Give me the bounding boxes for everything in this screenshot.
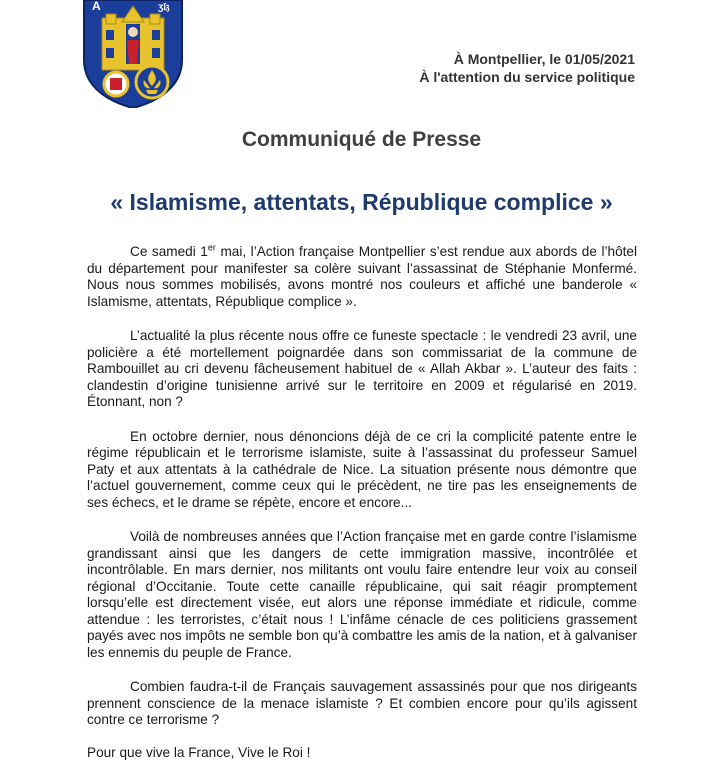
paragraph-1-start: Ce samedi 1 xyxy=(130,244,208,259)
paragraph-5: Combien faudra-t-il de Français sauvagement assassinés pour que nos dirigeants prennent conscience de la menace islamiste ? Et combien encore pour qu’ils agissent contre ce terrorisme ? xyxy=(87,679,637,727)
press-release-body xyxy=(87,244,637,779)
header-meta xyxy=(419,50,635,86)
paragraph-1-rest: mai, l’Action française Montpellier s’est rendue aux abords de l’hôtel du département pour manifester sa colère suivant l’assassinat de Stéphanie Monfermé. Nous nous sommes mobilisés, avons montré nos couleurs et affiché une banderole « Islamisme, attentats, République complice ». xyxy=(87,244,637,309)
montpellier-crest-icon xyxy=(76,0,190,108)
headline: « Islamisme, attentats, République complice » xyxy=(110,189,613,215)
recipient-line: À l'attention du service politique xyxy=(419,69,635,85)
closing-line: Pour que vive la France, Vive le Roi ! xyxy=(87,744,311,760)
svg-text:A: A xyxy=(92,0,101,13)
paragraph-2: L’actualité la plus récente nous offre ce funeste spectacle : le vendredi 23 avril, une policière a été mortellement poignardée dans son commissariat de la commune de Rambouillet au cri devenu fâcheusement habituel de « Allah Akbar ». L’auteur des faits : clandestin d’origine tunisienne arrivé sur le territoire en 2009 et régularisé en 2019. Étonnant, non ? xyxy=(87,328,637,409)
paragraph-3: En octobre dernier, nous dénoncions déjà de ce cri la complicité patente entre le régime républicain et le terrorisme islamiste, suite à l’assassinat du professeur Samuel Paty et aux attentats à la cathédrale de Nice. La situation présente nous démontre que l’actuel gouvernement, comme ceux qui le précèdent, ne tire pas les enseignements de ses échecs, et le drame se répète, encore et encore... xyxy=(87,428,637,510)
place-date: À Montpellier, le 01/05/2021 xyxy=(453,51,635,67)
ordinal-superscript: er xyxy=(207,242,216,253)
paragraph-1 xyxy=(87,244,637,310)
press-release-title: Communiqué de Presse xyxy=(241,128,482,151)
svg-text:ʒ𝔩𝔷: ʒ𝔩𝔷 xyxy=(158,2,170,13)
paragraph-4: Voilà de nombreuses années que l’Action française met en garde contre l’islamisme grandissant ainsi que les dangers de cette immigration massive, incontrôlée et incontrôlable. En mars dernier, nos militants ont voulu faire entendre leur voix au conseil régional d’Occitanie. Toute cette canaille républicaine, qui sait réagir promptement lorsqu’elle est directement visée, eut alors une réponse immédiate et ridicule, comme attendue : les terroristes, c’était nous ! L’infâme cénacle de ces politiciens grassement payés avec nos impôts ne semble bon qu’à combattre les amis de la nation, et à galvaniser les ennemis du peuple de France. xyxy=(87,529,637,660)
